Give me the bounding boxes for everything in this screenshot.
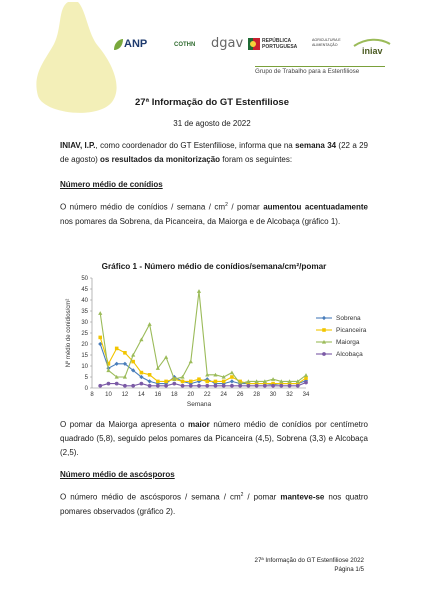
x-tick-label: 18 [170,392,178,398]
data-point [230,379,234,383]
data-point [296,384,300,388]
republic-emblem-icon [248,38,260,50]
data-point [156,384,160,388]
data-point [271,384,275,388]
data-point [304,373,308,377]
data-point [279,384,283,388]
data-point [98,384,102,388]
data-point [230,371,234,375]
x-tick-label: 20 [187,392,195,398]
y-tick-label: 20 [81,342,88,348]
data-point [131,360,135,364]
data-point [322,328,326,332]
data-point [271,377,275,381]
data-point [180,375,184,379]
x-tick-label: 12 [121,392,129,398]
conidia-line-chart [60,270,368,410]
header-rule [255,66,385,67]
iniav-swoosh-icon [352,36,392,48]
data-point [238,384,242,388]
section2-paragraph: O número médio de ascósporos / semana / $cm^2$ / pomar manteve-se nos quatro pomares observados (gráfico 2). [60,492,368,516]
data-point [131,384,135,388]
y-tick-label: 10 [81,364,88,370]
y-tick-label: 40 [81,298,88,304]
data-point [107,382,111,386]
data-point [98,311,102,315]
logo-agricultura: AGRICULTURA E ALIMENTAÇÃO [312,38,341,47]
x-tick-label: 22 [203,392,211,398]
data-point [230,375,234,379]
data-point [197,289,201,293]
data-point [205,384,209,388]
header-tagline: Grupo de Trabalho para a Estenfiliose [255,68,360,75]
data-point [181,384,185,388]
data-point [230,384,234,388]
org-name: INIAV, I.P. [60,141,96,150]
logo-anp: ANP [124,38,148,50]
data-point [164,355,168,359]
data-point [189,380,193,384]
data-point [205,380,209,384]
document-date: 31 de agosto de 2022 [173,119,251,128]
page-footer [255,556,365,574]
data-point [148,373,152,377]
data-point [214,384,218,388]
x-tick-label: 30 [269,392,277,398]
legend-label: Picanceira [336,327,367,335]
x-tick-label: 8 [90,392,94,398]
page-number: Página 1/5 [334,566,364,573]
x-tick-label: 10 [105,392,112,398]
maiorga-paragraph: O pomar da Maiorga apresenta o maior número médio de conídios por centímetro quadrado (5,8), seguido pelos pomares da Picanceira (4,5), Sobrena (3,3) e Alcobaça (2,5). [60,420,368,457]
data-point [197,384,201,388]
data-point [322,352,326,356]
data-point [189,360,193,364]
data-point [139,338,143,342]
data-point [131,353,135,357]
x-axis-label: Semana [186,401,212,408]
data-point [172,382,176,386]
y-tick-label: 25 [81,331,88,337]
x-tick-label: 32 [286,392,293,398]
data-point [148,384,152,388]
x-tick-label: 14 [138,392,145,398]
y-tick-label: 45 [81,287,88,293]
data-point [106,368,110,372]
data-point [322,316,326,320]
y-tick-label: 30 [81,320,88,326]
data-point [115,382,119,386]
x-tick-label: 34 [302,392,310,398]
section-heading-conidios: Número médio de conídios [60,180,163,189]
data-point [140,371,144,375]
intro-paragraph: INIAV, I.P., como coordenador do GT Estenfiliose, informa que na semana 34 (22 a 29 de agosto) os resultados da monitorização foram os seguintes: [60,141,368,164]
y-tick-label: 0 [84,386,88,392]
footer-title: 27ª Informação do GT Estenfiliose 2022 [254,557,364,564]
data-point [246,384,250,388]
y-axis-label: Nº médio de conídios/cm² [66,298,72,368]
data-point [255,384,259,388]
data-point [123,384,127,388]
data-point [189,384,193,388]
x-tick-label: 24 [220,392,228,398]
data-point [304,381,308,385]
data-point [263,384,267,388]
data-point [181,380,185,384]
partner-logos [112,36,412,66]
data-point [156,380,160,384]
chart-title: Gráfico 1 - Número médio de conídios/semana/cm²/pomar [101,262,327,271]
y-tick-label: 5 [84,375,88,381]
y-tick-label: 35 [81,309,88,315]
section-heading-ascosporos: Número médio de ascósporos [60,470,175,479]
x-tick-label: 16 [154,392,162,398]
logo-cothn: COTHN [174,42,196,48]
anp-leaf-icon [112,38,124,52]
data-point [164,384,168,388]
data-point [214,380,218,384]
x-tick-label: 26 [236,392,244,398]
data-point [148,322,152,326]
data-point [115,362,119,366]
data-point [148,379,152,383]
y-tick-label: 15 [81,353,88,359]
data-point [139,382,143,386]
legend-label: Sobrena [336,315,361,323]
section1-paragraph: O número médio de conídios / semana / $cm^2$ / pomar aumentou acentuadamente nos pomares da Sobrena, da Picanceira, da Maiorga e de Alcobaça (gráfico 1). [60,202,369,226]
logo-dgav: dgav [211,36,244,51]
data-point [288,384,292,388]
data-point [197,377,201,381]
data-point [222,384,226,388]
legend-label: Maiorga [336,339,360,347]
data-point [98,336,102,340]
logo-iniav: iniav [362,46,383,56]
data-point [123,351,127,355]
document-title: 27ª Informação do GT Estenfiliose [135,97,289,108]
data-point [164,380,168,384]
data-point [115,347,119,351]
x-tick-label: 28 [253,392,260,398]
legend-label: Alcobaça [336,351,363,359]
logo-republica: REPÚBLICA PORTUGUESA [262,38,298,50]
series-line-maiorga [100,291,306,383]
data-point [222,380,226,384]
series-line-sobrena [100,344,306,385]
y-tick-label: 50 [81,276,88,282]
